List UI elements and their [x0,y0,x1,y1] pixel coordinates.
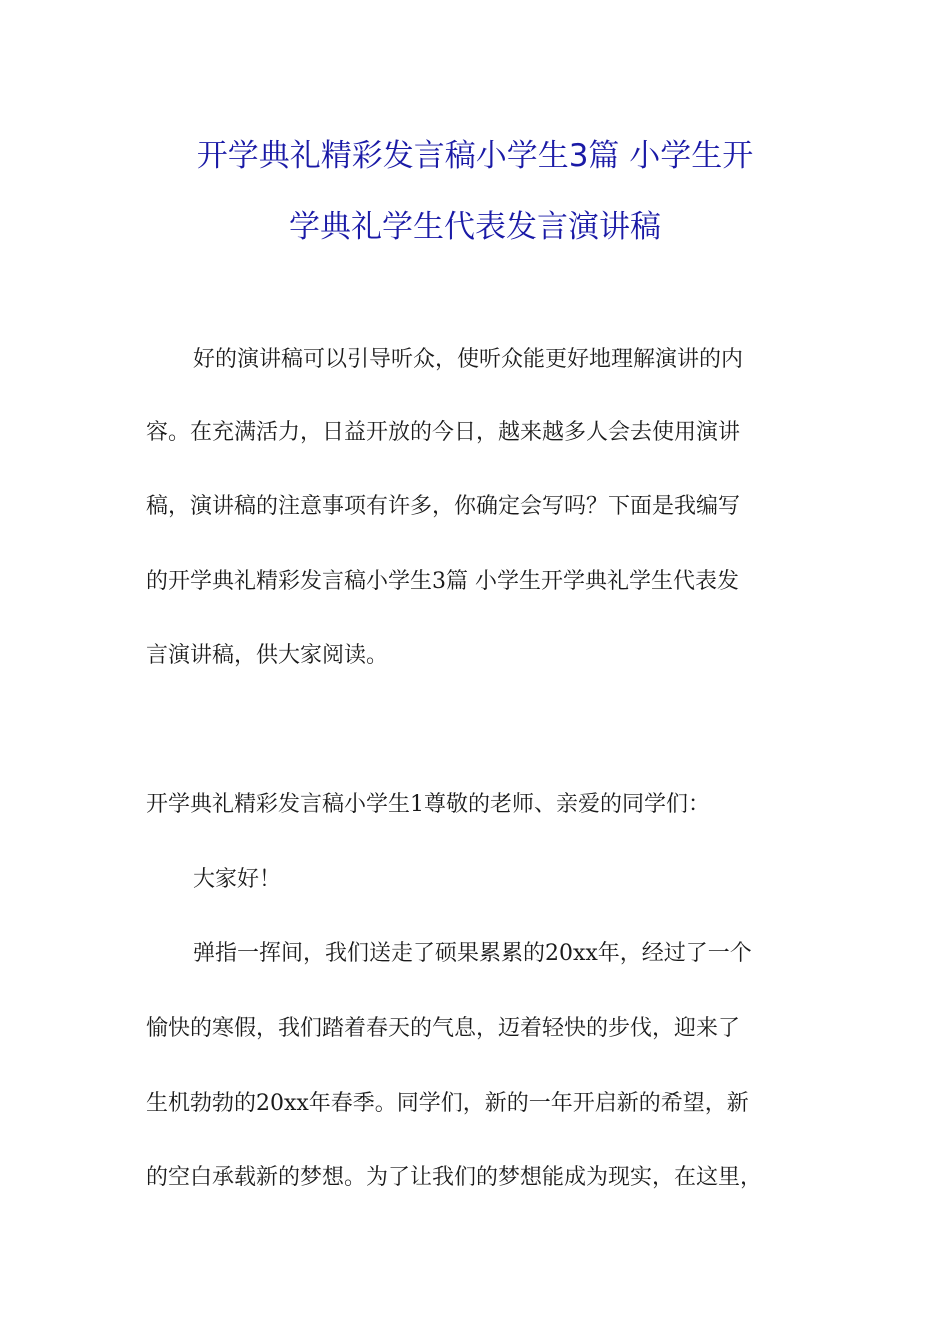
paragraph-line: 的开学典礼精彩发言稿小学生3篇 小学生开学典礼学生代表发 [146,569,739,594]
paragraph-line: 弹指一挥间，我们送走了硕果累累的20xx年，经过了一个 [193,941,752,966]
paragraph-line: 稿，演讲稿的注意事项有许多，你确定会写吗？下面是我编写 [146,494,741,519]
paragraph-line: 的空白承载新的梦想。为了让我们的梦想能成为现实，在这里， [146,1165,763,1190]
greeting-line: 大家好！ [193,867,282,892]
paragraph-line: 好的演讲稿可以引导听众，使听众能更好地理解演讲的内 [193,347,744,372]
document-title-line-1: 开学典礼精彩发言稿小学生3篇 小学生开 [196,138,754,174]
paragraph-line: 容。在充满活力，日益开放的今日，越来越多人会去使用演讲 [146,420,741,445]
paragraph-line: 生机勃勃的20xx年春季。同学们，新的一年开启新的希望，新 [146,1091,749,1116]
paragraph-line: 言演讲稿，供大家阅读。 [146,643,389,668]
document-title-line-2: 学典礼学生代表发言演讲稿 [289,209,661,245]
section-heading-line: 开学典礼精彩发言稿小学生1尊敬的老师、亲爱的同学们： [146,792,710,817]
paragraph-line: 愉快的寒假，我们踏着春天的气息，迈着轻快的步伐，迎来了 [146,1016,741,1041]
